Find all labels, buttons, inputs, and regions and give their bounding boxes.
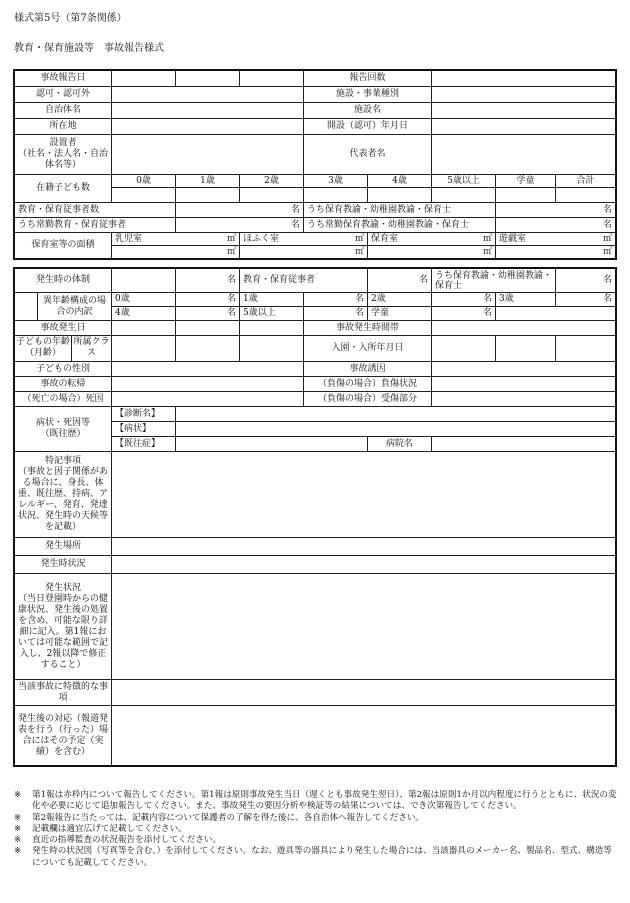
admission-label: 入園・入所年月日 — [304, 336, 432, 362]
injury-field[interactable] — [432, 377, 616, 392]
situation-label: 発生時状況 — [15, 556, 112, 574]
note-text: 直近の指導監査の状況報告を添付してください。 — [32, 835, 222, 846]
death-cause-label: （死亡の場合）死因 — [15, 392, 112, 407]
special-notes-field[interactable] — [112, 452, 616, 538]
staff-label: 教育・保育従事者数 — [15, 203, 176, 218]
area-label: 保育室等の面積 — [15, 233, 112, 259]
representative-label: 代表者名 — [304, 135, 432, 175]
note-item — [14, 835, 618, 846]
mix-age: 学童 — [368, 307, 432, 321]
facility-type-label: 施設・事業種別 — [304, 87, 432, 103]
enrolled-count-field[interactable] — [112, 188, 176, 203]
room-play — [496, 233, 616, 246]
room-name: 乳児室 — [115, 233, 143, 244]
occurrence-date-field[interactable] — [240, 321, 304, 336]
opening-date-label: 開設（認可）年月日 — [304, 119, 432, 135]
form-number: 様式第5号（第7条関係） — [14, 13, 127, 24]
unit-person: 名 — [496, 203, 616, 218]
unit-person: 名 — [556, 269, 616, 293]
special-notes-label: 特記事項 （事故と因子関係がある場合に、身長、体重、既往歴、持病、アレルギー、発育、発達状況、発生時の天候等を記載） — [15, 452, 112, 538]
unit-person: 名 — [496, 218, 616, 233]
founder-field[interactable] — [112, 135, 304, 175]
enrolled-count-field[interactable] — [176, 188, 240, 203]
report-date-day[interactable] — [240, 71, 304, 87]
facility-name-field[interactable] — [432, 103, 616, 119]
unit-person: 名 — [176, 218, 304, 233]
diagnosis-field[interactable] — [176, 407, 616, 422]
room-infant — [112, 233, 240, 246]
situation-field[interactable] — [112, 556, 616, 574]
facility-info-table — [14, 70, 616, 259]
municipality-field[interactable] — [112, 103, 304, 119]
mix-age: 3歳 — [496, 293, 556, 307]
occurrence-date-label: 事故発生日 — [15, 321, 112, 336]
outcome-field[interactable] — [112, 377, 304, 392]
note-item — [14, 813, 618, 824]
outcome-label: 事故の転帰 — [15, 377, 112, 392]
mix-age: 2歳 — [368, 293, 432, 307]
facility-name-label: 施設名 — [304, 103, 432, 119]
report-date-month[interactable] — [176, 71, 240, 87]
occurrence-detail-field[interactable] — [112, 574, 616, 680]
disease-label: 病状・死因等 （既往歴） — [15, 407, 112, 452]
staff2-sub-label: うち保育教諭・幼稚園教諭・保育士 — [432, 269, 556, 293]
class-field[interactable] — [240, 336, 304, 362]
response-field[interactable] — [112, 706, 616, 766]
form-title: 教育・保育施設等 事故報告様式 — [14, 43, 164, 54]
symptoms-field[interactable] — [176, 422, 616, 437]
mix-age: 5歳以上 — [240, 307, 304, 321]
place-field[interactable] — [112, 538, 616, 556]
staff-sub-label: うち保育教諭・幼稚園教諭・保育士 — [304, 203, 496, 218]
notes — [14, 790, 618, 869]
license-field[interactable] — [112, 87, 304, 103]
feature-field[interactable] — [112, 680, 616, 706]
note-text: 発生時の状況図（写真等を含む。）を添付してください。なお、遊具等の器具により発生した場合には、当該器具のメーカー名、製品名、型式、構造等についても記載してください。 — [32, 846, 612, 868]
fulltime-staff-label: うち常勤教育・保育従事者 — [15, 218, 176, 233]
note-text: 記載欄は適宜広げて記載してください。 — [32, 823, 187, 834]
system-field[interactable] — [112, 269, 176, 293]
class-label: 所属クラス — [73, 337, 110, 358]
staff2-label: 教育・保育従事者 — [240, 269, 368, 293]
child-age-field[interactable] — [112, 336, 176, 362]
representative-field[interactable] — [432, 135, 616, 175]
occurrence-date-field[interactable] — [176, 321, 240, 336]
diagnosis-label: 【診断名】 — [112, 407, 176, 422]
indent-cell — [15, 293, 38, 321]
unit-person: 名 — [176, 293, 240, 307]
hospital-field[interactable] — [432, 437, 616, 452]
cause-label: 事故誘因 — [304, 362, 432, 377]
unit-area: ㎡ — [112, 246, 240, 259]
admission-field[interactable] — [556, 336, 616, 362]
note-item — [14, 846, 618, 869]
report-count-field[interactable] — [432, 71, 616, 87]
age-header: 学童 — [496, 175, 556, 188]
unit-person: 名 — [176, 203, 304, 218]
room-name: 遊戯室 — [499, 233, 527, 244]
occurrence-detail-label: 発生状況 （当日登園時からの健康状況、発生後の処置を含め、可能な限り詳細に記入。第1報においては可能な範囲で記入し、2報以降で修正すること） — [15, 574, 112, 680]
room-name: 保育室 — [371, 233, 399, 244]
place-label: 発生場所 — [15, 538, 112, 556]
class-field[interactable] — [176, 336, 240, 362]
room-crawl — [240, 233, 368, 246]
unit-area: ㎡ — [240, 246, 368, 259]
unit-person: 名 — [368, 269, 432, 293]
enrolled-count-field[interactable] — [496, 188, 556, 203]
unit-person: 名 — [432, 307, 496, 321]
incident-table — [14, 268, 616, 766]
mixed-age-label: 異年齢構成の場合の内訳 — [38, 293, 112, 321]
mix-age: 4歳 — [112, 307, 176, 321]
sex-field[interactable] — [112, 362, 304, 377]
report-count-label: 報告回数 — [304, 71, 432, 87]
enrolled-count-field[interactable] — [432, 188, 496, 203]
fulltime-sub-label: うち常勤保育教諭・幼稚園教諭・保育士 — [304, 218, 496, 233]
admission-field[interactable] — [432, 336, 496, 362]
empty-cell — [496, 307, 616, 321]
enrolled-count-field[interactable] — [304, 188, 368, 203]
injured-part-field[interactable] — [432, 392, 616, 407]
note-item — [14, 824, 618, 835]
license-label: 認可・認可外 — [15, 87, 112, 103]
address-field[interactable] — [112, 119, 304, 135]
response-label: 発生後の対応（報道発表を行う（行った）場合にはその予定（実績）を含む） — [15, 706, 112, 766]
injury-label: （負傷の場合）負傷状況 — [304, 377, 432, 392]
opening-date-field[interactable] — [432, 119, 616, 135]
sex-label: 子どもの性別 — [15, 362, 112, 377]
note-text: 第1報は赤枠内について報告してください。第1報は原則事故発生当日（遅くとも事故発生翌日）、第2報は原則1か月以内程度に行うとともに、状況の変化や必要に応じて追加報告してください。また、事故発生の要因分析や検証等の結果については、でき次第報告してください。 — [32, 790, 617, 812]
enrolled-label: 在籍子ども数 — [15, 175, 112, 203]
admission-field[interactable] — [496, 336, 556, 362]
municipality-label: 自治体名 — [15, 103, 112, 119]
unit-area: ㎡ — [368, 246, 496, 259]
founder-label: 設置者 （社名・法人名・自治体名等） — [15, 135, 112, 175]
child-age-class-cell — [15, 336, 112, 362]
child-age-label: 子どもの年齢（月齢） — [15, 336, 72, 361]
hospital-label: 病院名 — [368, 437, 432, 452]
room-nursery — [368, 233, 496, 246]
occurrence-time-field[interactable] — [432, 321, 616, 336]
enrolled-count-field[interactable] — [556, 188, 616, 203]
unit-area: ㎡ — [354, 233, 364, 244]
note-mark: ※ — [14, 812, 22, 823]
cause-field[interactable] — [432, 362, 616, 377]
unit-person: 名 — [176, 269, 240, 293]
unit-area: ㎡ — [496, 246, 616, 259]
unit-area: ㎡ — [226, 233, 236, 244]
note-item — [14, 790, 618, 813]
age-header: 合計 — [556, 175, 616, 188]
age-header: 1歳 — [176, 175, 240, 188]
age-header: 4歳 — [368, 175, 432, 188]
enrolled-count-field[interactable] — [368, 188, 432, 203]
history-label: 【既往症】 — [112, 437, 176, 452]
report-date-year[interactable] — [112, 71, 176, 87]
address-label: 所在地 — [15, 119, 112, 135]
age-header: 2歳 — [240, 175, 304, 188]
mix-age: 0歳 — [112, 293, 176, 307]
unit-person: 名 — [432, 293, 496, 307]
occurrence-time-label: 事故発生時間帯 — [304, 321, 432, 336]
death-cause-field[interactable] — [112, 392, 304, 407]
age-header: 0歳 — [112, 175, 176, 188]
note-mark: ※ — [14, 846, 22, 857]
symptoms-label: 【病状】 — [112, 422, 176, 437]
note-mark: ※ — [14, 835, 22, 846]
system-label: 発生時の体制 — [15, 269, 112, 293]
room-name: ほふく室 — [243, 233, 280, 244]
feature-label: 当該事故に特徴的な事項 — [15, 680, 112, 706]
note-text: 第2報報告に当たっては、記載内容について保護者の了解を得た後に、各自治体へ報告してください。 — [32, 812, 425, 823]
note-mark: ※ — [14, 790, 22, 800]
facility-type-field[interactable] — [432, 87, 616, 103]
unit-person: 名 — [556, 293, 616, 307]
unit-person: 名 — [304, 307, 368, 321]
age-header: 3歳 — [304, 175, 368, 188]
unit-person: 名 — [304, 293, 368, 307]
age-header: 5歳以上 — [432, 175, 496, 188]
enrolled-count-field[interactable] — [240, 188, 304, 203]
unit-area: ㎡ — [603, 233, 613, 244]
mix-age: 1歳 — [240, 293, 304, 307]
unit-person: 名 — [176, 307, 240, 321]
note-mark: ※ — [14, 823, 22, 834]
report-date-label: 事故報告日 — [15, 71, 112, 87]
history-field[interactable] — [176, 437, 368, 452]
injured-part-label: （負傷の場合）受傷部分 — [304, 392, 432, 407]
unit-area: ㎡ — [483, 233, 493, 244]
occurrence-date-field[interactable] — [112, 321, 176, 336]
